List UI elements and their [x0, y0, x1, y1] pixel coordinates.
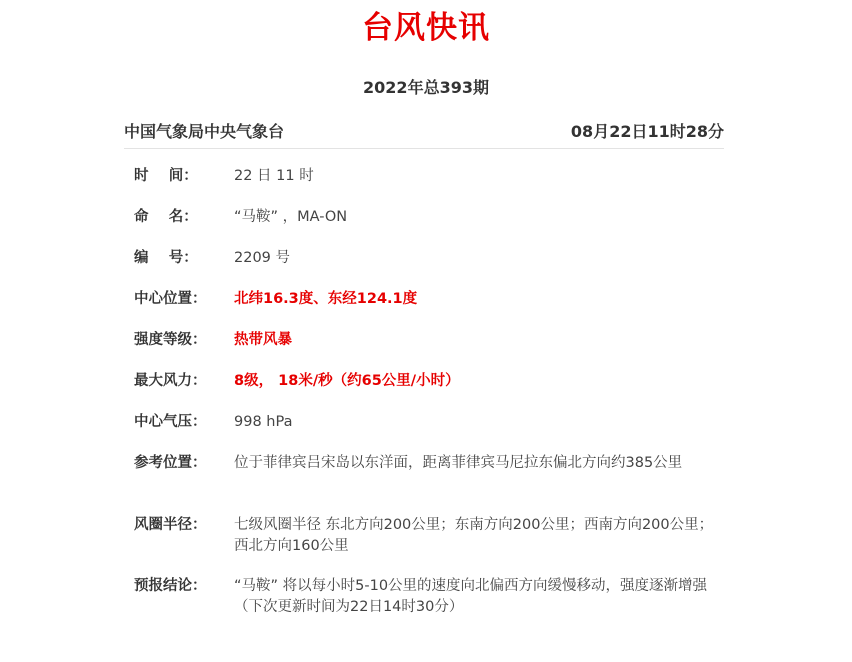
next-update-note: （下次更新时间为22日14时30分）	[234, 599, 464, 615]
forecast-text: “马鞍” 将以每小时5-10公里的速度向北偏西方向缓慢移动，强度逐渐增强	[234, 578, 708, 594]
row-max-wind	[134, 371, 716, 392]
row-center-pressure	[134, 412, 716, 433]
row-label: 预报结论：	[134, 578, 207, 594]
row-label: 中心位置：	[134, 291, 207, 307]
row-value: 热带风暴	[234, 332, 292, 348]
row-value: 22 日 11 时	[234, 168, 314, 184]
row-label: 参考位置：	[134, 455, 207, 471]
row-wind-radius	[134, 515, 716, 557]
row-label: 最大风力：	[134, 373, 207, 389]
row-label: 风圈半径：	[134, 517, 207, 533]
row-label: 编 号：	[134, 250, 198, 266]
row-label: 中心气压：	[134, 414, 207, 430]
row-value: 2209 号	[234, 250, 291, 266]
source-header	[124, 120, 724, 144]
row-label: 强度等级：	[134, 332, 207, 348]
row-number	[134, 248, 716, 269]
row-reference-position	[134, 453, 716, 474]
row-value: 七级风圈半径 东北方向200公里；东南方向200公里；西南方向200公里；西北方向160公里	[234, 517, 714, 554]
row-value: 北纬16.3度、东经124.1度	[234, 291, 418, 307]
page-title: 台风快讯	[362, 10, 490, 46]
row-intensity	[134, 330, 716, 351]
row-value: “马鞍” ，MA-ON	[234, 209, 348, 225]
publish-time: 08月22日11时28分	[570, 122, 724, 141]
row-name	[134, 207, 716, 228]
row-forecast	[134, 576, 716, 618]
issue-number: 2022年总393期	[363, 78, 489, 97]
row-time	[134, 166, 716, 187]
row-value	[234, 576, 716, 618]
source-name: 中国气象局中央气象台	[124, 122, 285, 141]
row-label: 时 间：	[134, 168, 198, 184]
row-value: 8级， 18米/秒（约65公里/小时）	[234, 373, 460, 389]
row-value: 位于菲律宾吕宋岛以东洋面，距离菲律宾马尼拉东偏北方向约385公里	[234, 455, 683, 471]
row-label: 命 名：	[134, 209, 198, 225]
row-center-position	[134, 289, 716, 310]
divider	[124, 148, 724, 149]
row-value: 998 hPa	[234, 414, 293, 430]
